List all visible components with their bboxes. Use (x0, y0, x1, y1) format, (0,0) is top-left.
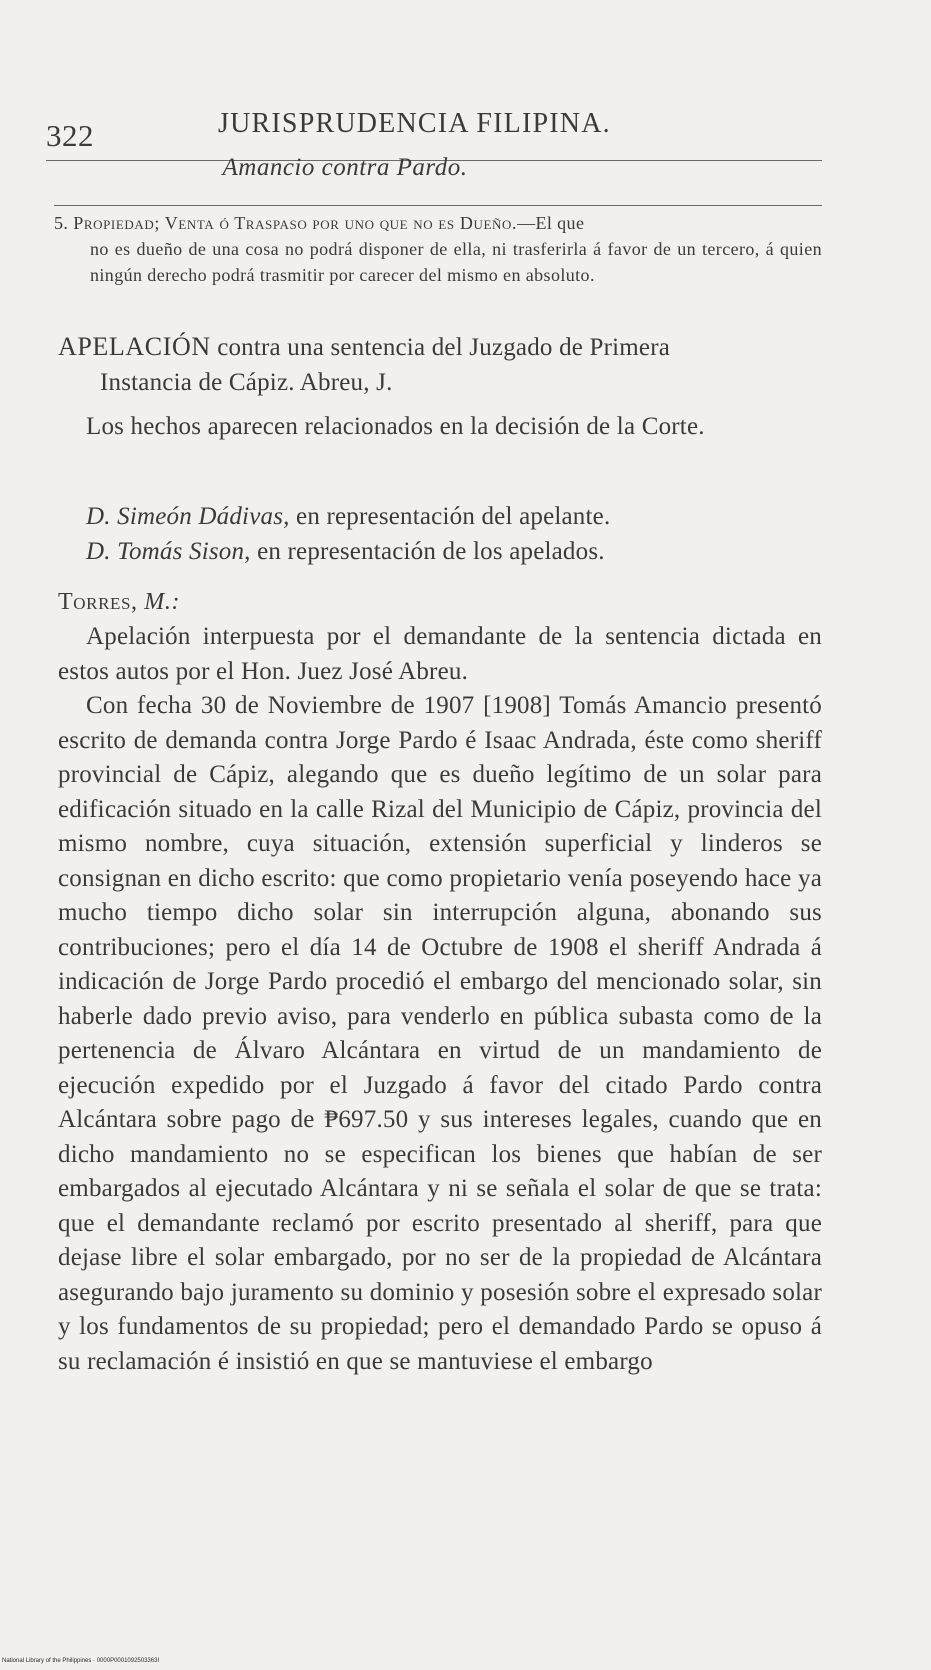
appeal-lead: APELACIÓN (58, 332, 211, 361)
counsel-appellant (86, 500, 822, 535)
counsel-appellant-role: en representación del apelante. (296, 503, 611, 530)
counsel-appellees-name: D. Tomás Sison, (86, 537, 251, 565)
syllabus-number: 5. (54, 213, 69, 233)
appeal-statement (58, 330, 822, 400)
running-title: JURISPRUDENCIA FILIPINA. (218, 108, 611, 139)
counsel-list (58, 500, 822, 569)
syllabus-text-first: —El que (517, 213, 585, 233)
scan-footer: National Library of the Philippines · 0000P0001092503363I (2, 1658, 160, 1664)
counsel-appellant-name: D. Simeón Dádivas, (86, 503, 290, 530)
appeal-line-1: contra una sentencia del Juzgado de Primera (217, 334, 671, 361)
case-title-rule (54, 205, 822, 206)
counsel-appellees (86, 535, 822, 570)
opinion-paragraph-1: Apelación interpuesta por el demandante de la sentencia dictada en estos autos por el Hon. Juez José Abreu. (58, 623, 822, 685)
syllabus-paragraph (54, 210, 822, 288)
syllabus-text: no es dueño de una cosa no podrá disponer de ella, ni trasferirla á favor de un tercero, á quien ningún derecho podrá trasmitir por carecer del mismo en absoluto. (90, 239, 822, 285)
judge-title: M.: (144, 589, 181, 615)
case-title: Amancio contra Pardo. (222, 154, 468, 181)
page-number: 322 (46, 118, 94, 153)
judge-line (58, 585, 822, 620)
page-header (46, 100, 822, 153)
opinion-text (58, 620, 822, 1379)
judge-name: Torres, (58, 589, 138, 615)
facts-paragraph: Los hechos aparecen relacionados en la decisión de la Corte. (86, 413, 705, 440)
opinion-paragraph-2: Con fecha 30 de Noviembre de 1907 [1908] Tomás Amancio presentó escrito de demanda contra Jorge Pardo é Isaac Andrada, éste como sheriff provincial de Cápiz, alegando que es dueño legítimo de un solar para edificación situado en la calle Rizal del Municipio de Cápiz, provincia del mismo nombre, cuya situación, extensión superficial y linderos se consignan en dicho escrito: que como propietario venía poseyendo hace ya mucho tiempo dicho solar sin interrupción alguna, abonando sus contribuciones; pero el día 14 de Octubre de 1908 el sheriff Andrada á indicación de Jorge Pardo procedió el embargo del mencionado solar, sin haberle dado previo aviso, para venderlo en pública subasta como de la pertenencia de Álvaro Alcántara en virtud de un mandamiento de ejecución expedido por el Juzgado á favor del citado Pardo contra Alcántara sobre pago de ₱697.50 y sus intereses legales, cuando que en dicho mandamiento no se especifican los bienes que habían de ser embargados al ejecutado Alcántara y ni se señala el solar de que se trata: que el demandante reclamó por escrito presentado al sheriff, para que dejase libre el solar embargado, por no ser de la propiedad de Alcántara asegurando bajo juramento su dominio y posesión sobre el expresado solar y los fundamentos de su propiedad; pero el demandado Pardo se opuso á su reclamación é insistió en que se mantuviese el embargo (58, 692, 822, 1375)
appeal-line-2: Instancia de Cápiz. Abreu, J. (100, 368, 393, 396)
counsel-appellees-role: en representación de los apelados. (257, 537, 605, 565)
syllabus-heading: Propiedad; Venta ó Traspaso por uno que no es Dueño. (73, 213, 518, 233)
